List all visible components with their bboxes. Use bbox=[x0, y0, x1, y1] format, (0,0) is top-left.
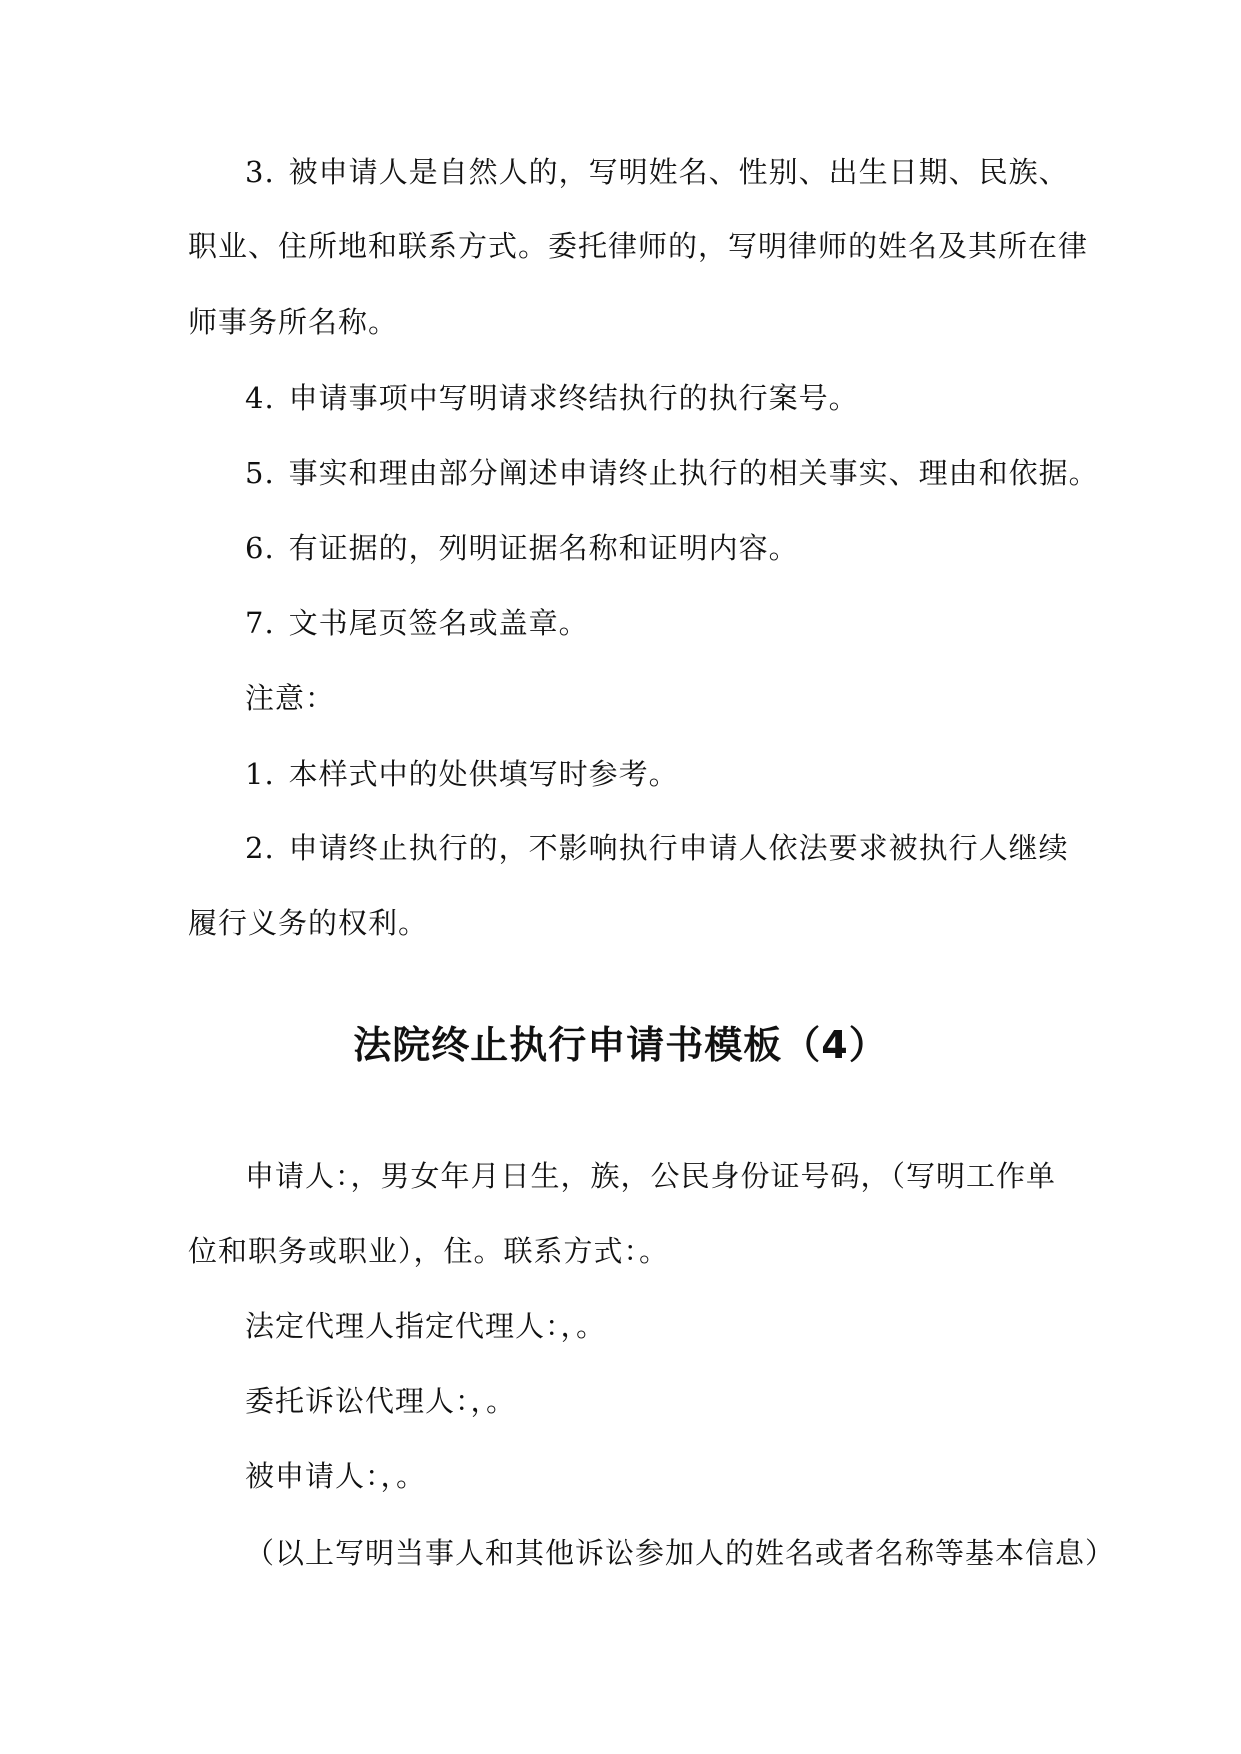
note-item-6-text: 有证据的，列明证据名称和证明内容。 bbox=[288, 531, 799, 565]
note-item-3-number: 3. bbox=[245, 155, 275, 189]
caution-item-1-text: 本样式中的处供填写时参考。 bbox=[288, 757, 679, 791]
applicant-line-1: 申请人：，男女年月日生，族，公民身份证号码，（写明工作单 bbox=[245, 1159, 1057, 1193]
note-item-7 bbox=[245, 603, 589, 643]
note-item-4 bbox=[245, 378, 859, 418]
note-item-5 bbox=[245, 453, 1099, 493]
template-title: 法院终止执行申请书模板（4） bbox=[353, 1023, 888, 1067]
note-item-3-line-2: 职业、住所地和联系方式。委托律师的，写明律师的姓名及其所在律 bbox=[188, 229, 1089, 263]
note-item-3-line-1 bbox=[245, 152, 1069, 192]
note-item-6 bbox=[245, 528, 799, 568]
parties-note-line: （以上写明当事人和其他诉讼参加人的姓名或者名称等基本信息） bbox=[245, 1536, 1116, 1570]
note-item-5-number: 5. bbox=[245, 456, 275, 490]
note-item-4-number: 4. bbox=[245, 381, 275, 415]
caution-label: 注意： bbox=[245, 681, 336, 715]
caution-item-2-line-1 bbox=[245, 828, 1069, 868]
note-item-3-line-3: 师事务所名称。 bbox=[188, 305, 399, 339]
caution-item-2-line-2: 履行义务的权利。 bbox=[188, 906, 429, 940]
respondent-line: 被申请人：，。 bbox=[245, 1459, 427, 1493]
caution-item-1-number: 1. bbox=[245, 757, 275, 791]
caution-item-2-number: 2. bbox=[245, 831, 275, 865]
caution-item-1 bbox=[245, 754, 679, 794]
entrusted-agent-line: 委托诉讼代理人：，。 bbox=[245, 1384, 517, 1418]
note-item-3-text: 被申请人是自然人的，写明姓名、性别、出生日期、民族、 bbox=[288, 155, 1069, 189]
legal-agent-line: 法定代理人指定代理人：，。 bbox=[245, 1309, 607, 1343]
caution-item-2-text: 申请终止执行的，不影响执行申请人依法要求被执行人继续 bbox=[288, 831, 1069, 865]
note-item-6-number: 6. bbox=[245, 531, 275, 565]
note-item-5-text: 事实和理由部分阐述申请终止执行的相关事实、理由和依据。 bbox=[288, 456, 1099, 490]
note-item-7-number: 7. bbox=[245, 606, 275, 640]
applicant-line-2: 位和职务或职业），住。联系方式：。 bbox=[188, 1234, 670, 1268]
note-item-4-text: 申请事项中写明请求终结执行的执行案号。 bbox=[288, 381, 859, 415]
note-item-7-text: 文书尾页签名或盖章。 bbox=[288, 606, 589, 640]
